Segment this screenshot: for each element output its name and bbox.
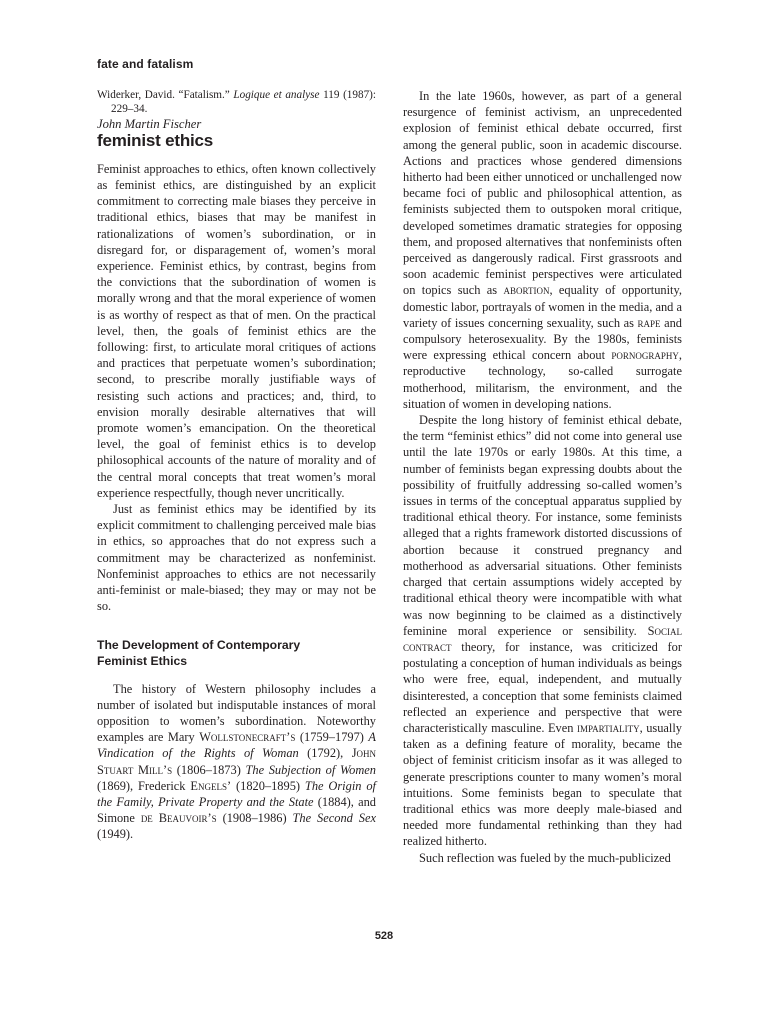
cross-reference: abortion [503, 283, 550, 298]
cross-reference: Wollstonecraft’s [199, 730, 296, 745]
bibliography-reference [97, 88, 376, 116]
text-run: (1792), [298, 746, 352, 761]
section-heading [97, 637, 376, 669]
entry-author-signature: John Martin Fischer [97, 117, 202, 132]
paragraph [403, 88, 682, 412]
right-column [403, 88, 682, 866]
paragraph [403, 412, 682, 849]
running-head: fate and fatalism [97, 57, 194, 71]
left-column [97, 88, 376, 843]
text-run: (1759–1797) [295, 730, 369, 745]
cross-reference: Social contract [403, 623, 682, 654]
reference-author: Widerker, David. [97, 89, 175, 101]
paragraph: Such reflection was fueled by the much-publicized [419, 850, 671, 865]
text-run: , usually taken as a defining feature of morality, became the object of feminist criticism insofar as it was alleged to generate prescriptions counter to many women’s moral intuitions. Some feminists began to speculate that traditional ethics was more deeply male-biased and needed more fundamental rethinking than they had realized hitherto. [403, 720, 682, 849]
paragraph: Feminist approaches to ethics, often known collectively as feminist ethics, are distinguished by an explicit commitment to correcting male biases they perceive in traditional ethics, biases that may be manifest in rationalizations of women’s subordination, or in disregard for, or disparagement of, women’s moral experience. Feminist ethics, by contrast, begins from the convictions that the subordination of women is morally wrong and that the moral experience of women is as worthy of respect as that of men. On the practical level, then, the goals of feminist ethics are the following: first, to articulate moral critiques of actions and practices that perpetuate women’s subordination; second, to prescribe morally justifiable ways of resisting such actions and practices; and, third, to envision morally desirable alternatives that will promote women’s emancipation. On the theoretical level, the goal of feminist ethics is to develop philosophical accounts of the nature of morality and of the central moral concepts that treat women’s moral experience respectfully, though never uncritically. [97, 161, 376, 500]
cross-reference: impartiality [576, 720, 640, 735]
cross-reference: Engels’ [190, 778, 232, 793]
cross-reference: rape [637, 315, 661, 330]
text-run: (1820–1895) [231, 778, 305, 793]
work-title: The Origin of the Family, Private Property and the State [97, 778, 376, 809]
paragraph: Just as feminist ethics may be identified by its explicit commitment to challenging perceived male bias in ethics, so approaches that do not express such a commitment may be characterized as nonfeminist. Nonfeminist approaches to ethics are not necessarily anti-feminist or male-biased; they may or may not be so. [97, 502, 376, 614]
section-heading-line: The Development of Contemporary [97, 637, 301, 652]
section-heading-line: Feminist Ethics [97, 653, 188, 668]
paragraph [97, 681, 376, 843]
cross-reference: John Stuart Mill’s [97, 746, 377, 777]
text-run: The history of Western philosophy includes a number of isolated but indisputable instances of moral opposition to women’s subordination. Noteworthy examples are Mary [97, 681, 376, 745]
work-title: The Subjection of Women [245, 762, 376, 777]
text-run: Despite the long history of feminist ethical debate, the term “feminist ethics” did not come into general use until the late 1970s or early 1980s. At this time, a number of feminists began expressing doubts about the possibility of fruitfully addressing so-called women’s issues in terms of the conceptual apparatus supplied by traditional ethical theory. For instance, some feminists alleged that a rights framework distorted discussions of abortion because it construed pregnancy and motherhood as adversarial situations. Other feminists charged that certain assumptions widely accepted by traditional ethical theory were incompatible with what was now beginning to be claimed as a distinctively feminine moral experience or sensibility. [403, 413, 682, 638]
text-run: (1949). [97, 827, 134, 842]
text-run: (1869), Frederick [97, 778, 191, 793]
text-run: (1806–1873) [172, 762, 246, 777]
text-run: (1884), and Simone [97, 794, 376, 826]
work-title: A Vindication of the Rights of Woman [97, 730, 376, 761]
reference-details: 119 (1987): 229–34. [111, 89, 377, 116]
text-run: , reproductive technology, so-called surrogate motherhood, militarism, the environment, and the situation of women in developing nations. [403, 348, 682, 411]
page-number: 528 [374, 930, 394, 942]
reference-journal: Logique et analyse [233, 89, 320, 101]
text-run: (1908–1986) [216, 811, 293, 826]
reference-title: “Fatalism.” [178, 89, 230, 101]
cross-reference: pornography [611, 348, 679, 363]
work-title: The Second Sex [292, 811, 376, 826]
text-run: theory, for instance, was criticized for postulating a conception of human individuals as beings who were free, equal, independent, and mutually disinterested, a conception that some feminists claimed reflected an experience and perspective that were characteristically masculine. Even [403, 639, 682, 735]
text-run: and compulsory heterosexuality. By the 1980s, feminists were expressing ethical concern about [403, 315, 682, 363]
entry-title: feminist ethics [97, 130, 214, 150]
text-run: In the late 1960s, however, as part of a general resurgence of feminist activism, an unprecedented explosion of feminist ethical debate occurred, first among the general public, soon in academic discourse. Actions and practices whose gendered dimensions hitherto had been either unnoticed or unchallenged now became foci of public and philosophical attention, as feminists subjected them to outspoken moral critique, developed sometimes dramatic strategies for opposing them, and proposed alternatives that nonfeminists often perceived as dangerously radical. First grassroots and soon academic feminist perspectives were articulated on topics such as [403, 89, 682, 298]
text-run: , equality of opportunity, domestic labor, portrayals of women in the media, and a variety of issues concerning sexuality, such as [403, 283, 682, 330]
cross-reference: de Beauvoir’s [140, 811, 217, 826]
